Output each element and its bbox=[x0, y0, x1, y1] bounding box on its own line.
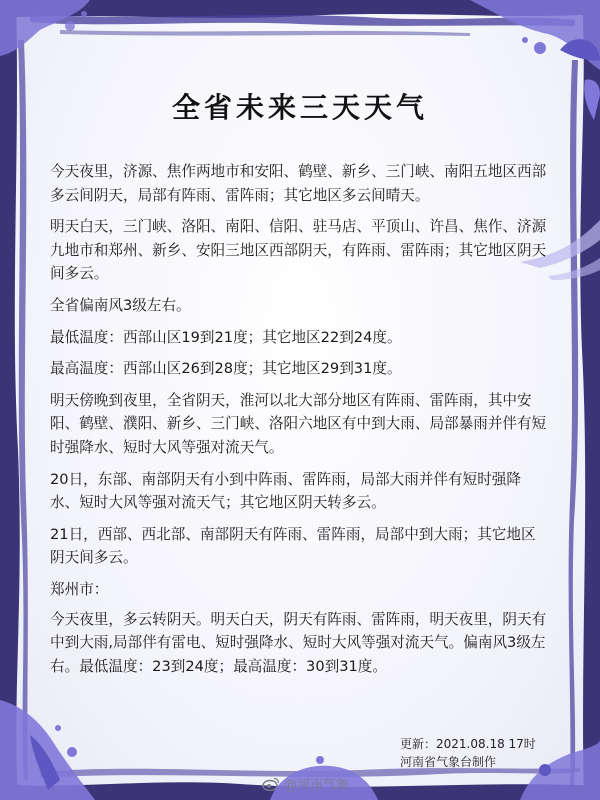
paragraph-max-temp: 最高温度：西部山区26到28度；其它地区29到31度。 bbox=[50, 360, 402, 378]
paragraph-tomorrow-day: 明天白天，三门峡、洛阳、南阳、信阳、驻马店、平顶山、许昌、焦作、济源九地市和郑州、新乡、安阳三地区西部阴天，有阵雨、雷阵雨；其它地区阴天间多云。 bbox=[50, 218, 547, 283]
city-heading: 郑州市： bbox=[50, 580, 109, 598]
paragraph-min-temp: 最低温度：西部山区19到21度；其它地区22到24度。 bbox=[50, 328, 402, 346]
producer-credit: 河南省气象台制作 bbox=[400, 755, 497, 769]
paragraph-day-21: 21日，西部、西北部、南部阴天有阵雨、雷阵雨，局部中到大雨；其它地区阴天间多云。 bbox=[50, 525, 536, 567]
forecast-body bbox=[50, 160, 550, 686]
city-forecast: 今天夜里，多云转阴天。明天白天，阴天有阵雨、雷阵雨，明天夜里，阴天有中到大雨,局部伴有雷电、短时强降水、短时大风等强对流天气。偏南风3级左右。最低温度：23到24度；最高温度：30到31度。 bbox=[50, 610, 547, 675]
paragraph-day-20: 20日，东部、南部阴天有小到中阵雨、雷阵雨，局部大雨并伴有短时强降水、短时大风等强对流天气；其它地区阴天转多云。 bbox=[50, 470, 521, 512]
page-title: 全省未来三天天气 bbox=[171, 91, 428, 124]
paragraph-tomorrow-night: 明天傍晚到夜里，全省阴天，淮河以北大部分地区有阵雨、雷阵雨，其中安阳、鹤壁、濮阳、新乡、三门峡、洛阳六地区有中到大雨、局部暴雨并伴有短时强降水、短时大风等强对流天气。 bbox=[50, 391, 547, 456]
paragraph-tonight: 今天夜里，济源、焦作两地市和安阳、鹤壁、新乡、三门峡、南阳五地区西部多云间阴天，局部有阵雨、雷阵雨；其它地区多云间晴天。 bbox=[50, 163, 547, 204]
paragraph-wind: 全省偏南风3级左右。 bbox=[50, 296, 191, 314]
watermark bbox=[262, 774, 349, 793]
footer bbox=[400, 735, 570, 771]
update-time: 更新：2021.08.18 17时 bbox=[400, 737, 536, 751]
watermark-text: @河南气象 bbox=[284, 778, 350, 793]
weibo-icon bbox=[262, 777, 280, 791]
